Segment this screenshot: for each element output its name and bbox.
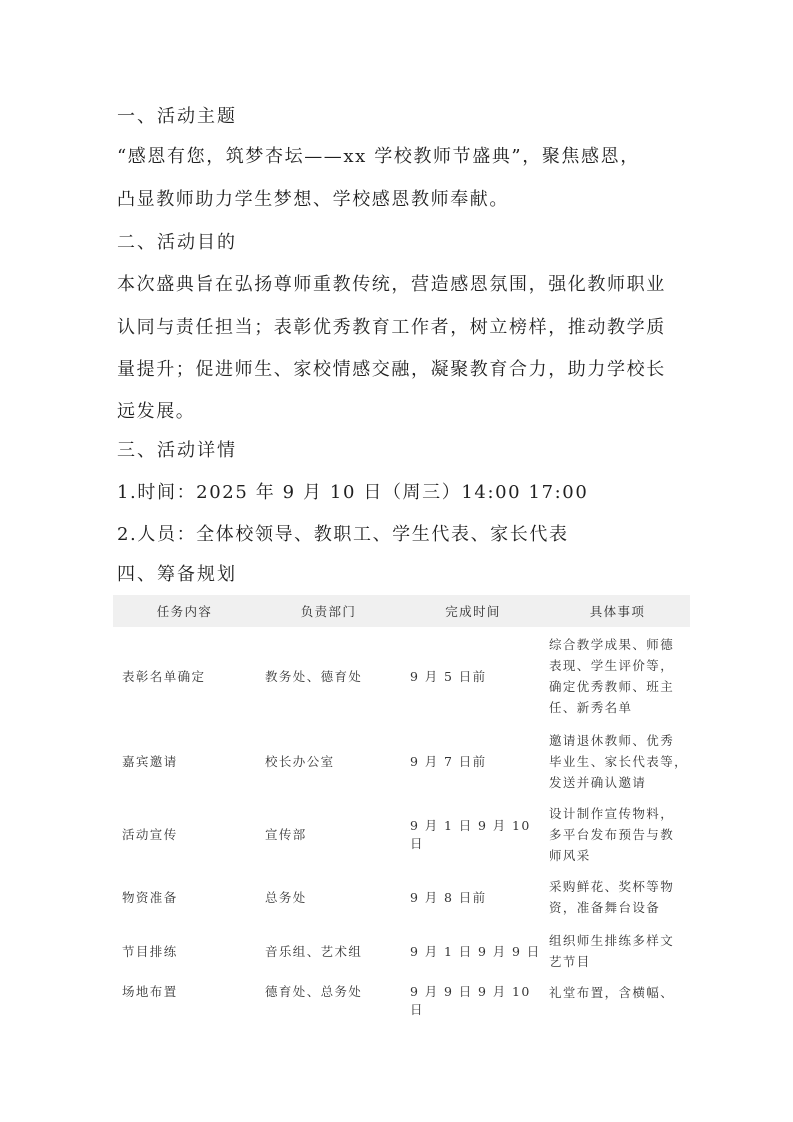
- task-cell: 物资准备: [122, 890, 178, 905]
- details-line: 设计制作宣传物料，: [549, 805, 675, 821]
- details-line: 多平台发布预告与教: [549, 826, 675, 842]
- theme-text-line-2: 凸显教师助力学生梦想、学校感恩教师奉献。: [117, 189, 509, 210]
- details-cell: [545, 924, 690, 978]
- details-cell: [545, 978, 690, 1022]
- deadline-cell: 9 月 7 日前: [410, 754, 487, 769]
- details-line: 综合教学成果、师德: [549, 636, 675, 652]
- details-line: 发送并确认邀请: [549, 774, 647, 790]
- details-line: 组织师生排练多样文: [549, 933, 675, 948]
- deadline-cell: 9 月 9 日 9 月 10 日: [410, 984, 531, 1017]
- table-row: [113, 870, 690, 924]
- details-line: 艺节目: [549, 954, 591, 969]
- table-row: [113, 978, 690, 1022]
- task-cell: 表彰名单确定: [122, 668, 206, 684]
- details-cell: [545, 798, 690, 870]
- section-heading-purpose: 二、活动目的: [117, 232, 237, 253]
- details-line: 任、新秀名单: [549, 699, 633, 715]
- table-row: [113, 724, 690, 798]
- details-cell: [545, 870, 690, 924]
- theme-text-line-1: “感恩有您，筑梦杏坛——xx 学校教师节盛典”，聚焦感恩，: [117, 146, 640, 167]
- deadline-cell: 9 月 8 日前: [410, 890, 487, 905]
- task-cell: 活动宣传: [122, 827, 178, 842]
- details-line: 资，准备舞台设备: [549, 900, 661, 915]
- section-heading-planning: 四、筹备规划: [117, 564, 237, 585]
- task-cell: 节目排练: [122, 944, 178, 959]
- column-header-dept: 负责部门: [256, 595, 401, 627]
- event-time: 1.时间：2025 年 9 月 10 日（周三）14:00 17:00: [117, 482, 589, 503]
- details-line: 礼堂布置，含横幅、: [549, 985, 675, 1000]
- details-cell: [545, 627, 690, 724]
- purpose-text-line-4: 远发展。: [117, 401, 196, 422]
- details-line: 毕业生、家长代表等，: [549, 753, 689, 769]
- purpose-text-line-3: 量提升；促进师生、家校情感交融，凝聚教育合力，助力学校长: [117, 359, 666, 380]
- purpose-text-line-1: 本次盛典旨在弘扬尊师重教传统，营造感恩氛围，强化教师职业: [117, 274, 666, 295]
- details-line: 确定优秀教师、班主: [549, 678, 675, 694]
- purpose-text-line-2: 认同与责任担当；表彰优秀教育工作者，树立榜样，推动教学质: [117, 317, 666, 338]
- dept-cell: 总务处: [265, 890, 307, 905]
- details-line: 邀请退休教师、优秀: [549, 732, 675, 748]
- section-heading-details: 三、活动详情: [117, 440, 237, 461]
- details-line: 采购鲜花、奖杯等物: [549, 879, 675, 894]
- table-header-row: [113, 595, 690, 627]
- dept-cell: 教务处、德育处: [265, 668, 363, 684]
- dept-cell: 德育处、总务处: [265, 984, 363, 999]
- details-line: 表现、学生评价等，: [549, 657, 675, 673]
- deadline-cell: 9 月 1 日 9 月 9 日: [410, 944, 541, 959]
- details-line: 师风采: [549, 847, 591, 863]
- event-people: 2.人员：全体校领导、教职工、学生代表、家长代表: [117, 524, 569, 545]
- deadline-cell: 9 月 1 日 9 月 10 日: [410, 818, 531, 851]
- column-header-details: 具体事项: [545, 595, 690, 627]
- section-heading-theme: 一、活动主题: [117, 106, 237, 127]
- dept-cell: 音乐组、艺术组: [265, 944, 363, 959]
- deadline-cell: 9 月 5 日前: [410, 668, 487, 684]
- dept-cell: 宣传部: [265, 827, 307, 842]
- table-row: [113, 627, 690, 724]
- dept-cell: 校长办公室: [265, 754, 335, 769]
- column-header-deadline: 完成时间: [401, 595, 545, 627]
- column-header-task: 任务内容: [113, 595, 256, 627]
- task-cell: 场地布置: [122, 984, 178, 999]
- details-cell: [545, 724, 690, 798]
- task-cell: 嘉宾邀请: [122, 754, 178, 769]
- table-row: [113, 924, 690, 978]
- planning-table: [113, 595, 690, 1022]
- table-row: [113, 798, 690, 870]
